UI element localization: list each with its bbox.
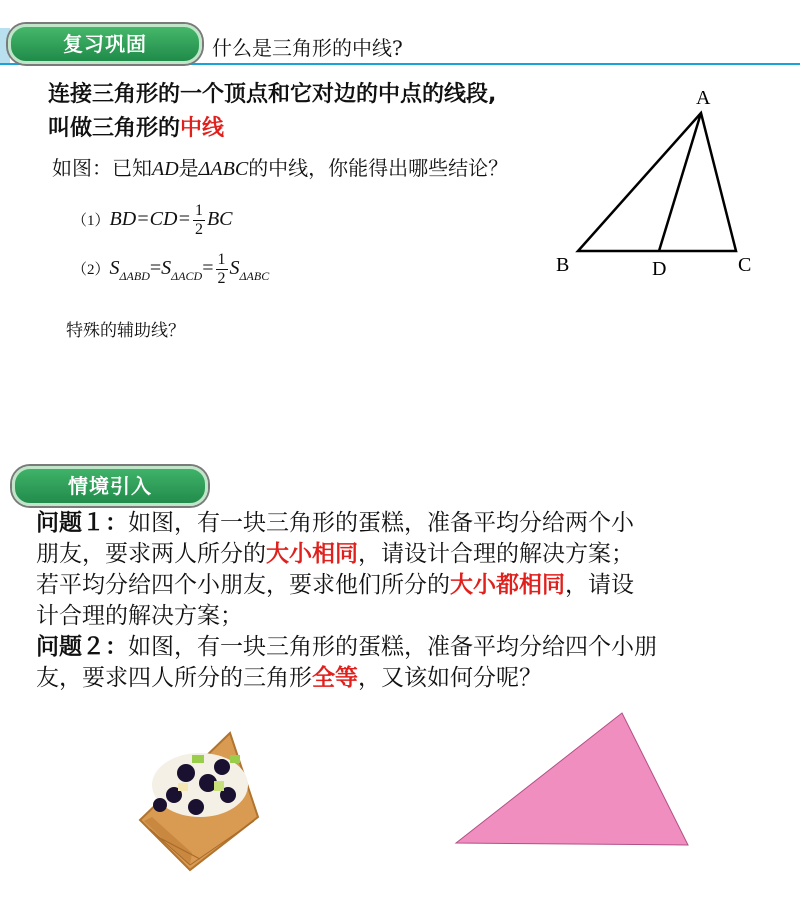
fraction-denominator: 2 [217, 270, 226, 287]
cake-slice-image [130, 725, 270, 875]
triangle-diagram [550, 80, 780, 290]
problem2-label: 问题２： [36, 634, 128, 660]
conclusion-1-lhs: BD=CD= [109, 208, 191, 231]
problems-text [36, 508, 786, 694]
prompt-triangle: ΔABC [198, 158, 249, 180]
problem1-line3 [36, 570, 786, 601]
problem1-text2c: ，请设计合理的解决方案； [358, 541, 634, 567]
definition-highlight: 中线 [180, 116, 225, 141]
problem1-highlight1: 大小相同 [266, 541, 358, 567]
definition-text [48, 78, 496, 146]
label-a: A [696, 87, 711, 109]
prompt-line [52, 152, 508, 181]
conclusion-2-number: （2） [72, 262, 110, 279]
area-subscript-abc: ΔABC [239, 269, 270, 284]
label-c: C [738, 254, 752, 276]
header-question: 什么是三角形的中线? [212, 36, 403, 60]
conclusion-1-fraction [193, 203, 205, 238]
equals-sign: = [202, 257, 214, 280]
area-subscript-abd: ΔABD [119, 269, 150, 284]
problem2-text2c: ，又该如何分呢？ [358, 665, 542, 691]
intro-pill-label: 情境引入 [68, 474, 152, 498]
intro-pill [12, 466, 208, 506]
problem2-highlight: 全等 [312, 665, 358, 691]
fraction-denominator: 2 [194, 221, 203, 238]
area-symbol: S [109, 257, 120, 280]
label-b: B [556, 254, 570, 276]
fraction-numerator: 1 [217, 251, 226, 268]
conclusion-2-fraction [216, 252, 228, 287]
equals-sign: = [149, 257, 162, 280]
problem1-highlight2: 大小都相同 [450, 572, 565, 598]
area-symbol: S [161, 257, 172, 280]
problem1-label: 问题１： [36, 510, 128, 536]
special-line-question: 特殊的辅助线？ [66, 321, 185, 341]
conclusion-2 [72, 252, 269, 287]
conclusion-1-rhs: BC [206, 208, 233, 231]
pink-triangle [450, 705, 700, 855]
problem1-text1: 如图，有一块三角形的蛋糕，准备平均分给两个小 [128, 510, 634, 536]
problem1-text3c: ，请设 [565, 572, 634, 598]
problem2-text1: 如图，有一块三角形的蛋糕，准备平均分给四个小朋 [128, 634, 657, 660]
conclusion-1 [72, 203, 233, 238]
problem2-line1 [36, 632, 786, 663]
area-symbol: S [229, 257, 240, 280]
problem2-text2a: 友，要求四人所分的三角形 [36, 665, 312, 691]
definition-line2-prefix: 叫做三角形的 [48, 116, 181, 141]
review-pill [8, 24, 202, 64]
review-pill-label: 复习巩固 [63, 32, 147, 56]
prompt-ad: AD [152, 158, 179, 180]
problem2-line2 [36, 663, 786, 694]
label-d: D [652, 258, 667, 280]
area-subscript-acd: ΔACD [171, 269, 203, 284]
problem1-line1 [36, 508, 786, 539]
prompt-prefix: 如图：已知 [52, 156, 152, 180]
prompt-is: 是 [178, 156, 199, 180]
fraction-numerator: 1 [194, 202, 203, 219]
definition-line2 [48, 112, 496, 146]
problem1-text2a: 朋友，要求两人所分的 [36, 541, 266, 567]
problem1-line2 [36, 539, 786, 570]
prompt-suffix: 的中线，你能得出哪些结论？ [248, 156, 509, 180]
median-ad [659, 113, 701, 251]
definition-line1: 连接三角形的一个顶点和它对边的中点的线段, [48, 82, 497, 107]
triangle-abc [578, 113, 736, 251]
conclusion-1-number: （1） [72, 213, 110, 230]
problem1-line4: 计合理的解决方案； [36, 603, 243, 629]
problem1-text3a: 若平均分给四个小朋友，要求他们所分的 [36, 572, 450, 598]
